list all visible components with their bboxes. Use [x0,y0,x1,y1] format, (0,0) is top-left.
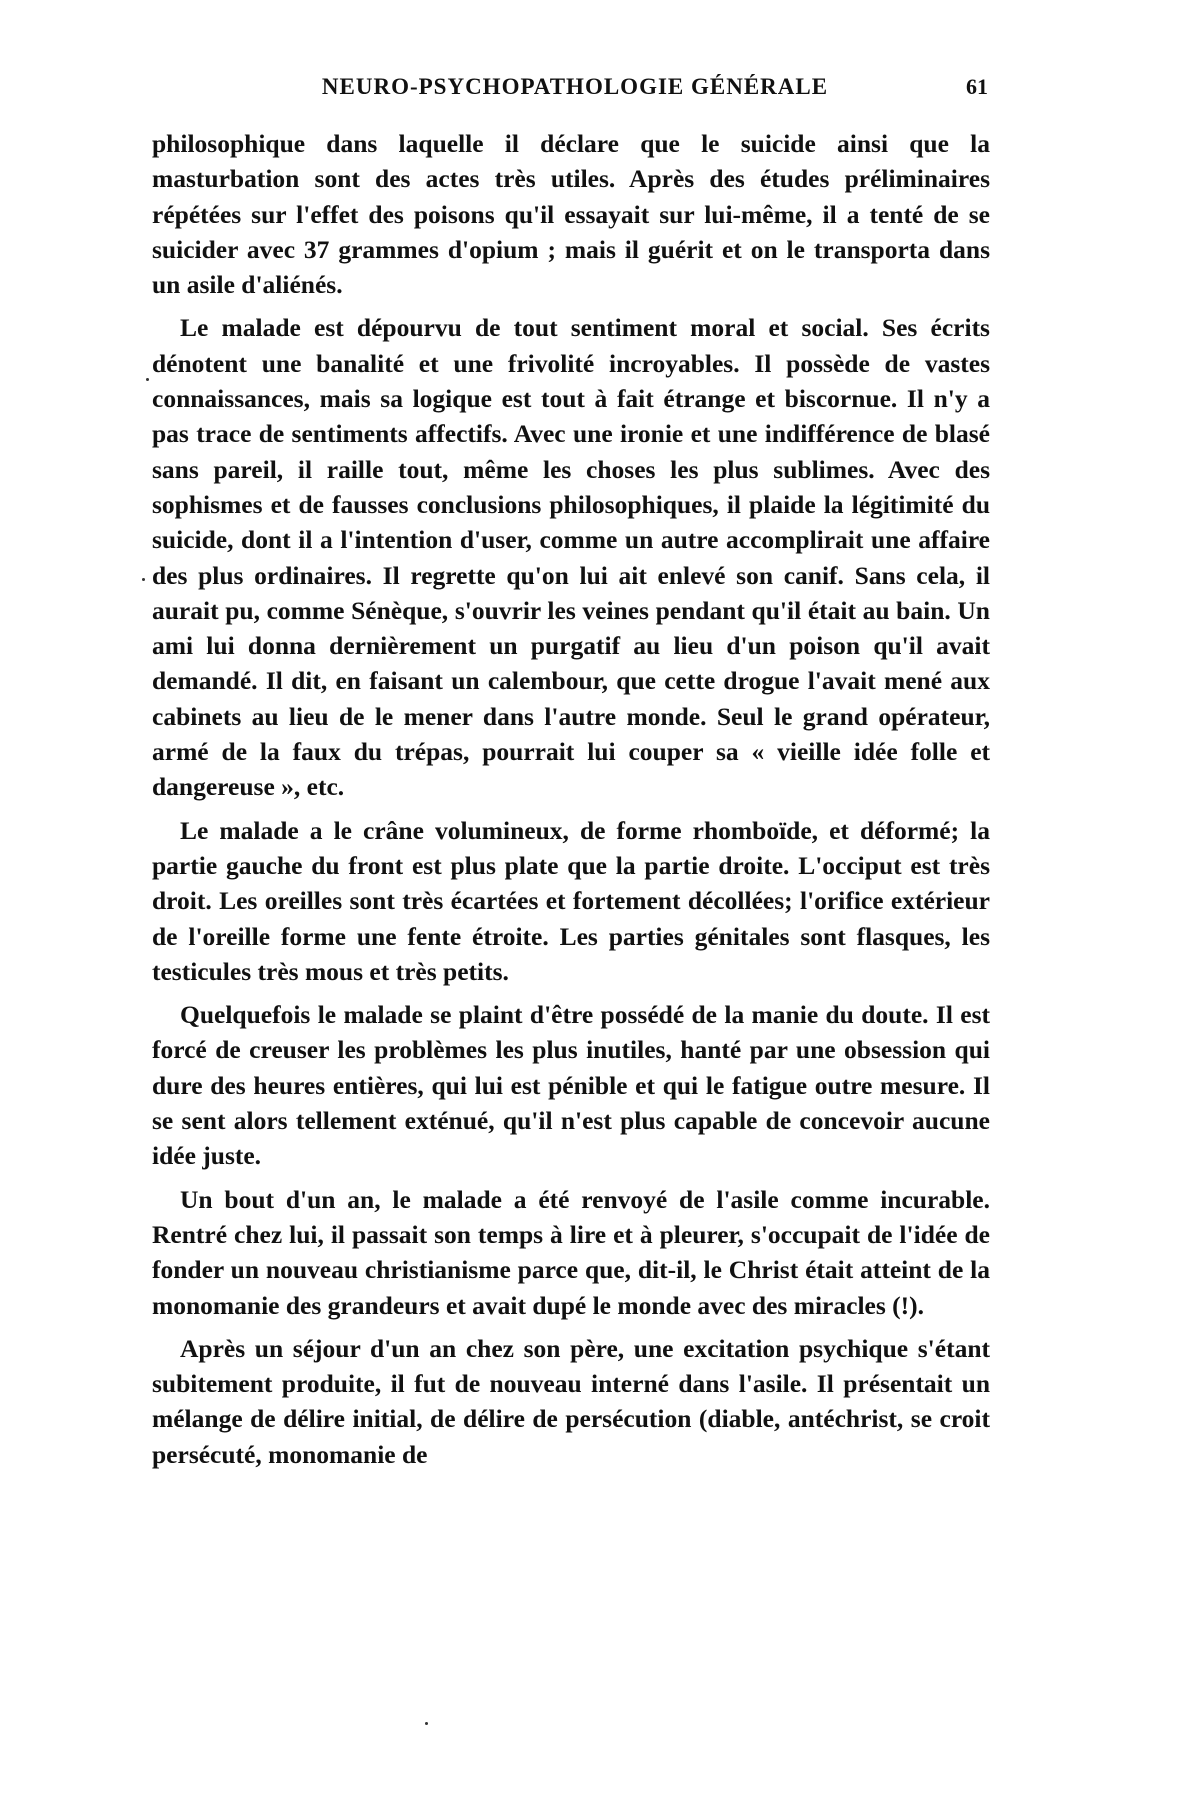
running-head [150,74,1000,108]
print-speck [142,578,145,581]
paragraph: Le malade a le crâne volumineux, de forme rhomboïde, et déformé; la partie gauche du front est plus plate que la partie droite. L'occiput est très droit. Les oreilles sont très écartées et fortement décollées; l'orifice extérieur de l'oreille forme une fente étroite. Les parties génitales sont flasques, les testicules très mous et très petits. [152,815,990,986]
paragraph: Un bout d'un an, le malade a été renvoyé de l'asile comme incurable. Rentré chez lui, il passait son temps à lire et à pleurer, s'occupait de l'idée de fonder un nouveau christianisme parce que, dit-il, le Christ était atteint de la monomanie des grandeurs et avait dupé le monde avec des miracles (!). [152,1184,990,1320]
body-text [152,126,990,1480]
print-speck [425,1722,428,1725]
page-number: 61 [966,74,988,99]
print-speck [146,378,149,381]
paragraph: Quelquefois le malade se plaint d'être possédé de la manie du doute. Il est forcé de creuser les problèmes les plus inutiles, hanté par une obsession qui dure des heures entières, qui lui est pénible et qui le fatigue outre mesure. Il se sent alors tellement exténué, qu'il n'est plus capable de concevoir aucune idée juste. [152,1000,990,1171]
running-title: NEURO-PSYCHOPATHOLOGIE GÉNÉRALE [321,74,829,99]
paragraph: Le malade est dépourvu de tout sentiment moral et social. Ses écrits dénotent une banalité et une frivolité incroyables. Il possède de vastes connaissances, mais sa logique est tout à fait étrange et biscornue. Il n'y a pas trace de sentiments affectifs. Avec une ironie et une indifférence de blasé sans pareil, il raille tout, même les choses les plus sublimes. Avec des sophismes et de fausses conclusions philosophiques, il plaide la légitimité du suicide, dont il a l'intention d'user, comme un autre accomplirait une affaire des plus ordinaires. Il regrette qu'on lui ait enlevé son canif. Sans cela, il aurait pu, comme Sénèque, s'ouvrir les veines pendant qu'il était au bain. Un ami lui donna dernièrement un purgatif au lieu d'un poison qu'il avait demandé. Il dit, en faisant un calembour, que cette drogue l'avait mené aux cabinets au lieu de le mener dans l'autre monde. Seul le grand opérateur, armé de la faux du trépas, pourrait lui couper sa « vieille idée folle et dangereuse », etc. [152,313,990,802]
paragraph: Après un séjour d'un an chez son père, une excitation psychique s'étant subitement produite, il fut de nouveau interné dans l'asile. Il présentait un mélange de délire initial, de délire de persécution (diable, antéchrist, se croit persécuté, monomanie de [152,1333,990,1469]
paragraph: philosophique dans laquelle il déclare que le suicide ainsi que la masturbation sont des actes très utiles. Après des études préliminaires répétées sur l'effet des poisons qu'il essayait sur lui-même, il a tenté de se suicider avec 37 grammes d'opium ; mais il guérit et on le transporta dans un asile d'aliénés. [152,129,990,300]
